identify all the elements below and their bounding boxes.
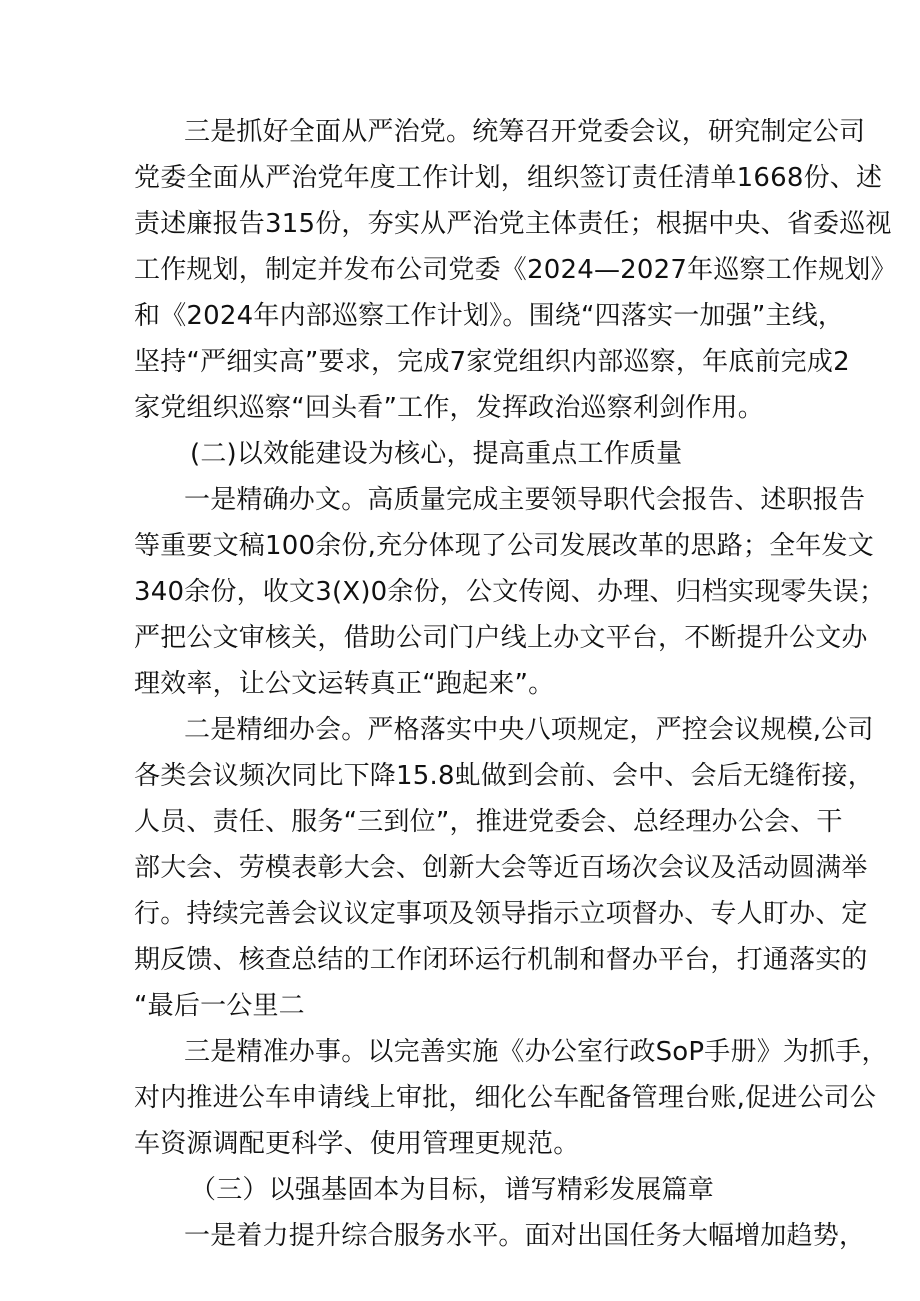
paragraph-3-line-6: 期反馈、核查总结的工作闭环运行机制和督办平台，打通落实的 [134, 945, 868, 975]
paragraph-2-line-3: 340余份，收文3(X)0余份，公文传阅、办理、归档实现零失误； [134, 577, 886, 607]
paragraph-1-line-7: 家党组织巡察“回头看”工作，发挥政治巡察利剑作用。 [134, 393, 764, 423]
paragraph-3-line-4: 部大会、劳模表彰大会、创新大会等近百场次会议及活动圆满举 [134, 853, 868, 883]
paragraph-3-line-3: 人员、责任、服务“三到位”，推进党委会、总经理办公会、干 [134, 807, 843, 837]
paragraph-2-line-4: 严把公文审核关，借助公司门户线上办文平台，不断提升公文办 [134, 623, 868, 653]
paragraph-1-line-6: 坚持“严细实高”要求，完成7家党组织内部巡察，年底前完成2 [134, 347, 850, 377]
paragraph-5-line-1: 一是着力提升综合服务水平。面对出国任务大幅增加趋势， [184, 1221, 866, 1251]
paragraph-4-line-3: 车资源调配更科学、使用管理更规范。 [134, 1129, 580, 1159]
paragraph-1-line-5: 和《2024年内部巡察工作计划》。围绕“四落实一加强”主线， [134, 301, 845, 331]
paragraph-1-line-1: 三是抓好全面从严治党。统筹召开党委会议，研究制定公司 [184, 117, 866, 147]
paragraph-1-line-4: 工作规划，制定并发布公司党委《2024—2027年巡察工作规划》 [134, 255, 897, 285]
section-heading-2: (二)以效能建设为核心，提高重点工作质量 [190, 439, 683, 469]
paragraph-1-line-3: 责述廉报告315份，夯实从严治党主体责任；根据中央、省委巡视 [134, 209, 892, 239]
paragraph-3-line-1: 二是精细办会。严格落实中央八项规定，严控会议规模,公司 [184, 715, 874, 745]
section-heading-3: （三）以强基固本为目标，谱写精彩发展篇章 [190, 1175, 715, 1205]
paragraph-3-line-5: 行。持续完善会议议定事项及领导指示立项督办、专人盯办、定 [134, 899, 868, 929]
paragraph-4-line-1: 三是精准办事。以完善实施《办公室行政SoP手册》为抓手， [184, 1037, 888, 1067]
paragraph-2-line-2: 等重要文稿100余份,充分体现了公司发展改革的思路；全年发文 [134, 531, 874, 561]
paragraph-3-line-7: “最后一公里二 [134, 991, 305, 1021]
paragraph-3-line-2: 各类会议频次同比下降15.8虬做到会前、会中、会后无缝衔接， [134, 761, 874, 791]
paragraph-2-line-5: 理效率，让公文运转真正“跑起来”。 [134, 669, 555, 699]
paragraph-2-line-1: 一是精确办文。高质量完成主要领导职代会报告、述职报告 [184, 485, 866, 515]
paragraph-4-line-2: 对内推进公车申请线上审批，细化公车配备管理台账,促进公司公 [134, 1083, 877, 1113]
paragraph-1-line-2: 党委全面从严治党年度工作计划，组织签订责任清单1668份、述 [134, 163, 883, 193]
